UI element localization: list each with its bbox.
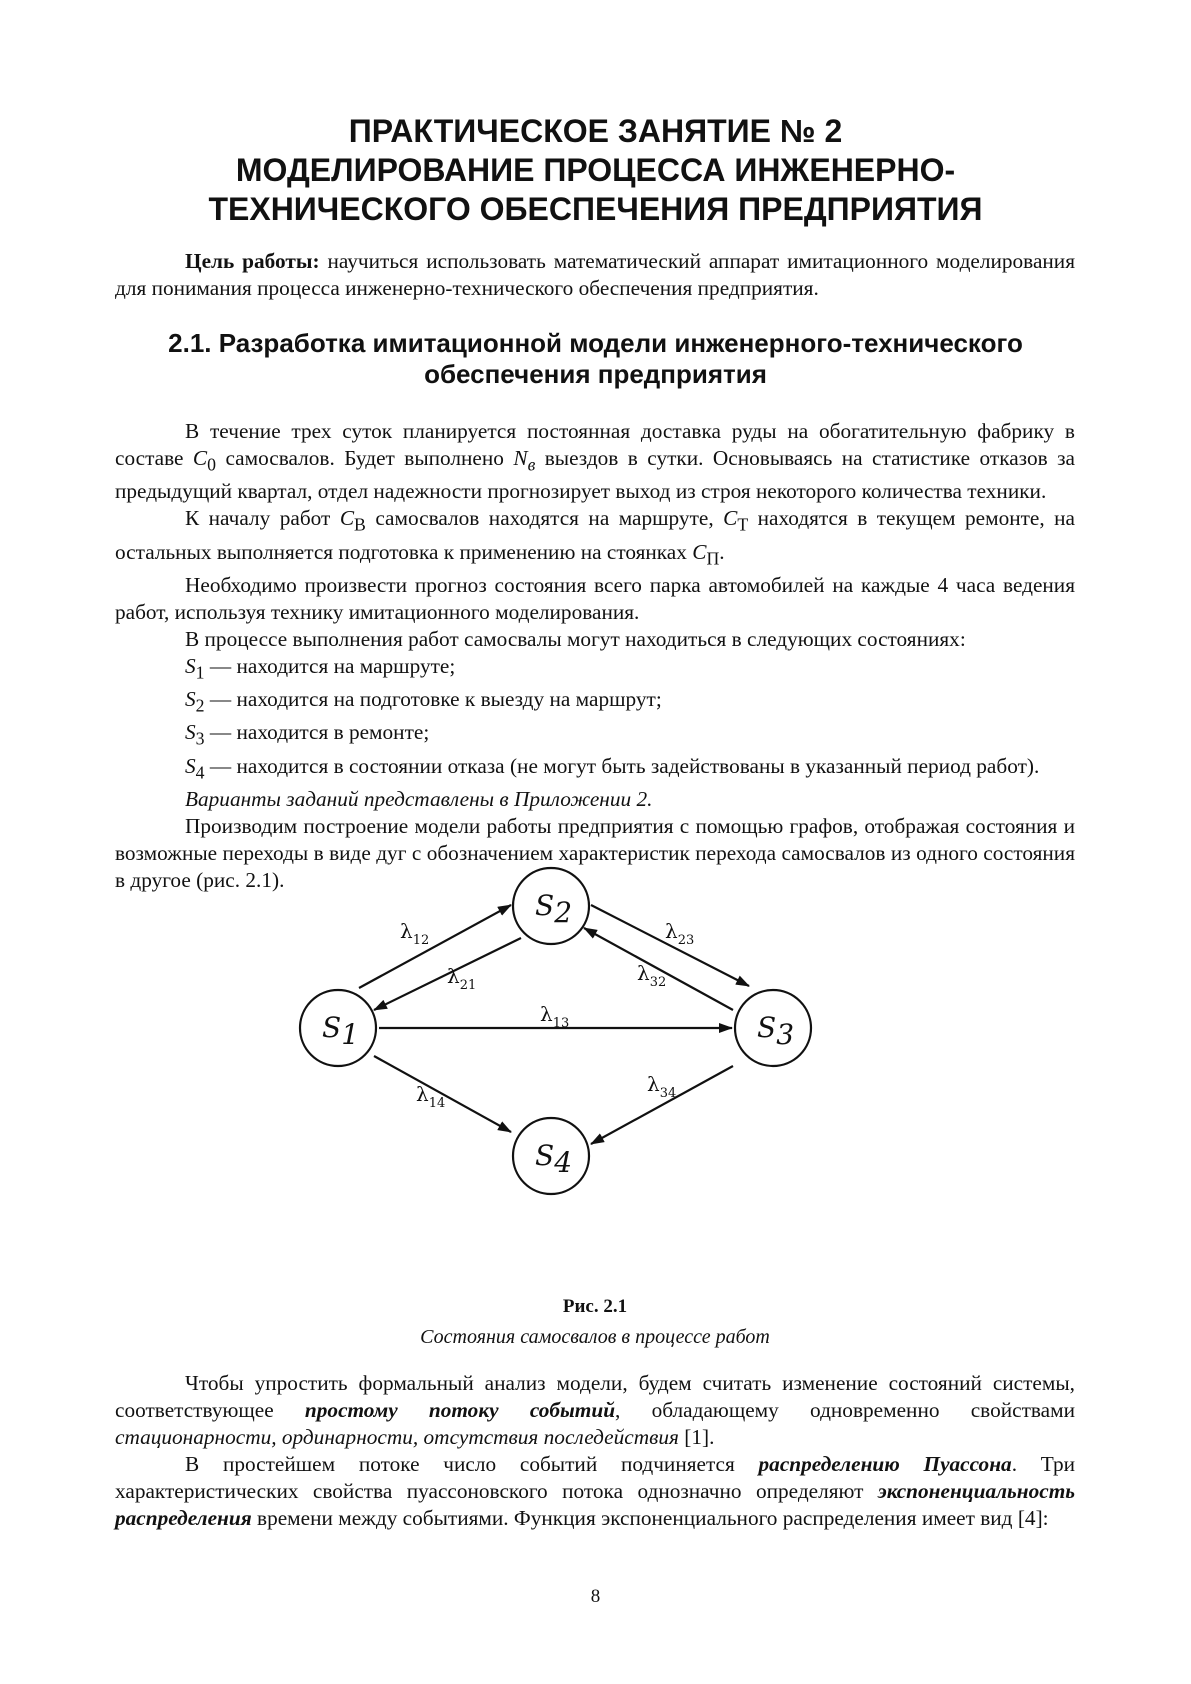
edge-label-23: $\lambda_{23}$ [665,919,695,948]
svg-text:S1: S1 [322,1011,360,1051]
paragraph-7: В простейшем потоке число событий подчиняется распределению Пуассона. Три характеристических свойства пуассоновского потока однозначно определяют экспоненциальность распределения времени между событиями. Функция экспоненциального распределения имеет вид [4]: [115,1452,1075,1530]
goal-block [115,248,1075,302]
edge-label-32: $\lambda_{32}$ [637,961,667,990]
figure-caption-text: Состояния самосвалов в процессе работ [420,1326,770,1348]
goal-paragraph [115,248,1075,302]
edge-12-arrow [359,905,511,988]
svg-text:S2: S2 [535,889,573,929]
edge-label-14: $\lambda_{14}$ [416,1082,446,1111]
goal-text: научиться использовать математический аппарат имитационного моделирования для понимания процесса инженерно-технического обеспечения предприятия. [115,249,1075,300]
goal-label: Цель работы: [185,249,320,273]
state-item: $S_3$ — находится в ремонте; [185,720,430,749]
body-text-top [115,418,1075,894]
state-item: $S_2$ — находится на подготовке к выезду на маршрут; [185,687,662,716]
title-line-1: ПРАКТИЧЕСКОЕ ЗАНЯТИЕ № 2 [348,113,843,149]
edge-labels [400,919,694,1111]
svg-text:S3: S3 [757,1011,795,1051]
state-node-s4 [513,1118,589,1194]
page-title [140,112,1051,229]
paragraph-2: К началу работ $C_В$ самосвалов находятся на маршруте, $C_Т$ находятся в текущем ремонте, на остальных выполняется подготовка к применению на стоянках $C_П$. [115,506,1075,568]
variants-note: Варианты заданий представлены в Приложении 2. [185,786,653,811]
edge-14-arrow [374,1056,511,1132]
edge-label-12: $\lambda_{12}$ [400,919,430,948]
state-item: $S_4$ — находится в состоянии отказа (не могут быть задействованы в указанный период работ). [185,753,1040,782]
page-number: 8 [590,1586,601,1607]
title-line-3: ТЕХНИЧЕСКОГО ОБЕСПЕЧЕНИЯ ПРЕДПРИЯТИЯ [208,191,983,227]
edge-label-13: $\lambda_{13}$ [540,1002,570,1031]
edge-34-arrow [591,1066,733,1144]
state-node-s3 [735,990,811,1066]
state-node-s2 [513,868,589,944]
section-heading-line-2: обеспечения предприятия [424,359,767,389]
paragraph-1: В течение трех суток планируется постоянная доставка руды на обогатительную фабрику в составе $C_0$ самосвалов. Будет выполнено $N_в$ выездов в сутки. Основываясь на статистике отказов за предыдущий квартал, отдел надежности прогнозирует выход из строя некоторого количества техники. [115,419,1075,504]
paragraph-3: Необходимо произвести прогноз состояния всего парка автомобилей на каждые 4 часа ведения работ, используя технику имитационного моделирования. [115,572,1075,624]
svg-text:S4: S4 [535,1139,573,1179]
paragraph-6: Чтобы упростить формальный анализ модели, будем считать изменение состояний системы, соответствующее простому потоку событий, обладающему одновременно свойствами стационарности, ординарности, отсутствия последействия [1]. [115,1371,1075,1449]
state-node-s1 [300,990,376,1066]
body-text-bottom [115,1370,1075,1532]
edge-label-34: $\lambda_{34}$ [647,1072,677,1101]
edge-label-21: $\lambda_{21}$ [447,964,477,993]
state-item: $S_1$ — находится на маршруте; [185,653,456,682]
state-graph [300,889,890,1263]
state-graph-figure [300,889,890,1263]
figure-caption-number: Рис. 2.1 [562,1296,628,1317]
section-heading [100,328,1091,390]
paragraph-4: В процессе выполнения работ самосвалы могут находиться в следующих состояниях: [185,626,966,651]
title-line-2: МОДЕЛИРОВАНИЕ ПРОЦЕССА ИНЖЕНЕРНО- [235,152,956,188]
section-heading-line-1: 2.1. Разработка имитационной модели инженерного-технического [168,328,1023,358]
paragraph-5: Производим построение модели работы предприятия с помощью графов, отображая состояния и возможные переходы в виде дуг с обозначением характеристик перехода самосвалов из одного состояния в другое (рис. 2.1). [115,813,1075,892]
